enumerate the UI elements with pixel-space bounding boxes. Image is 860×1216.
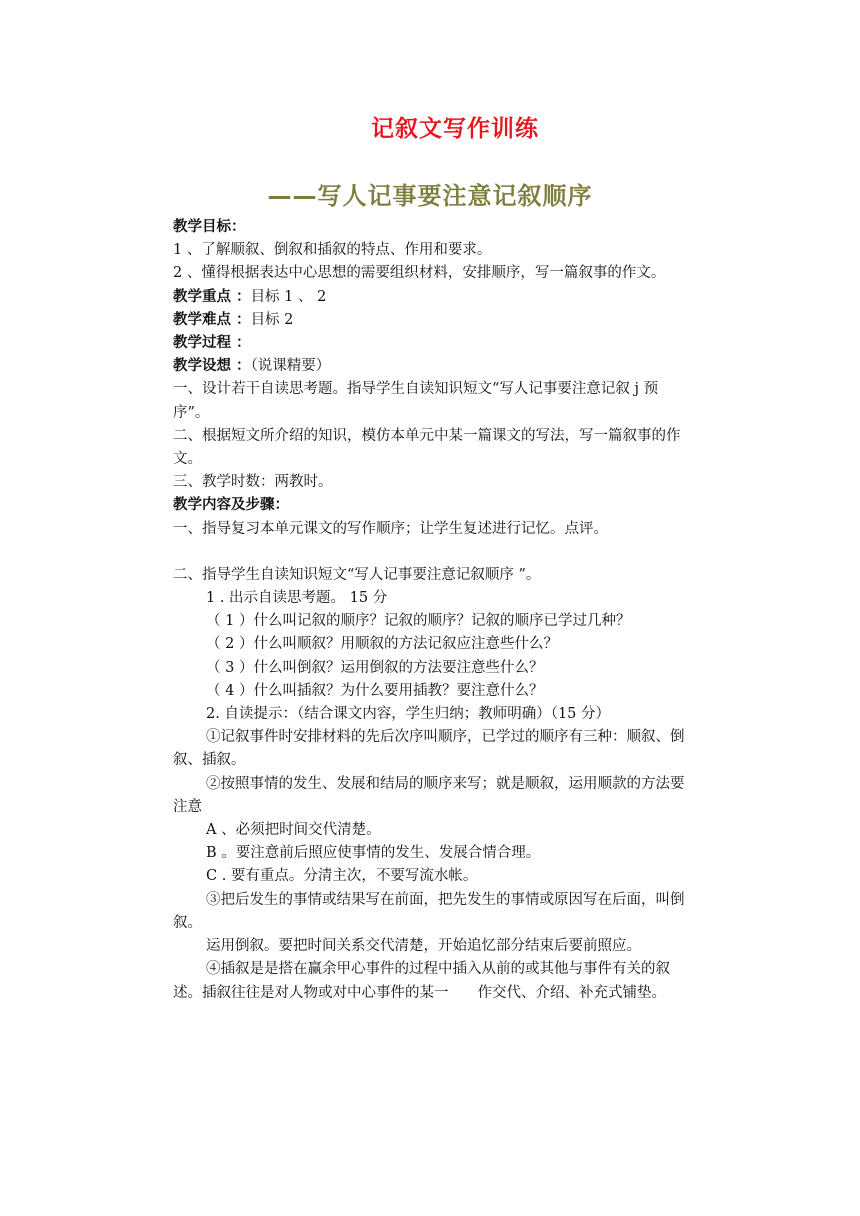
key-points-line <box>173 286 691 309</box>
difficulty-text: 目标 2 <box>250 311 294 328</box>
difficulty-line <box>173 309 691 332</box>
document-body <box>173 216 691 1005</box>
sub-step-2: 2. 自读提示：（结合课文内容，学生归纳；教师明确）（15 分） <box>206 706 611 723</box>
hint-1: ①记叙事件时安排材料的先后次序叫顺序，已学过的顺序有三种：顺叙、倒叙、插叙。 <box>173 729 685 769</box>
difficulty-label: 教学难点 ： <box>173 311 251 328</box>
hint-2-c: C . 要有重点。分清主次，不要写流水帐。 <box>206 868 478 885</box>
hint-2-b: B 。要注意前后照应使事情的发生、发展合情合理。 <box>206 845 541 862</box>
design-item-2: 二、根据短文所介绍的知识，模仿本单元中某一篇课文的写法，写一篇叙事的作文。 <box>173 427 681 468</box>
design-item-1: 一、设计若干自读思考题。指导学生自读知识短文“写人记事要注意记叙 j 预序”。 <box>173 381 659 421</box>
design-text: （说课精要） <box>250 358 331 375</box>
paragraph-gap <box>173 541 691 564</box>
steps-heading: 教学内容及步骤： <box>173 497 289 514</box>
goal-2: 2 、懂得根据表达中心思想的需要组织材料，安排顺序，写一篇叙事的作文。 <box>173 265 666 282</box>
question-3: （ 3 ）什么叫倒叙？运用倒叙的方法要注意些什么？ <box>206 659 544 676</box>
design-line <box>173 355 691 378</box>
question-2: （ 2 ）什么叫顺叙？用顺叙的方法记叙应注意些什么？ <box>206 636 558 653</box>
sub-step-1: 1 . 出示自读思考题。 15 分 <box>206 590 388 607</box>
design-label: 教学设想 ： <box>173 358 251 375</box>
question-4: （ 4 ）什么叫插叙？为什么要用插教？要注意什么？ <box>206 682 544 699</box>
key-points-label: 教学重点 ： <box>173 288 251 305</box>
step-2: 二、指导学生自读知识短文“写人记事要注意记叙顺序 ”。 <box>173 566 541 583</box>
hint-3-note: 运用倒叙。要把时间关系交代清楚，开始追忆部分结束后要前照应。 <box>206 938 641 955</box>
document-title: 记叙文写作训练 <box>371 116 539 142</box>
document-subtitle: ——写人记事要注意记叙顺序 <box>267 182 593 210</box>
hint-2-a: A 、必须把时间交代清楚。 <box>206 822 381 839</box>
goal-1: 1 、了解顺叙、倒叙和插叙的特点、作用和要求。 <box>173 242 492 259</box>
hint-2: ②按照事情的发生、发展和结局的顺序来写；就是顺叙，运用顺款的方法要 注意 <box>173 775 690 815</box>
design-item-3: 三、教学时数：两教时。 <box>173 474 333 491</box>
hint-3: ③把后发生的事情或结果写在前面，把先发生的事情或原因写在后面，叫倒叙。 <box>173 891 685 931</box>
key-points-text: 目标 1 、 2 <box>250 288 327 305</box>
hint-4: ④插叙是是搭在赢余甲心事件的过程中插入从前的或其他与事件有关的叙述。插叙往往是对人物或对中心事件的某一 作交代、介绍、补充式铺垫。 <box>173 961 670 1001</box>
question-1: （ 1 ）什么叫记叙的顺序？记叙的顺序？记叙的顺序已学过几种？ <box>206 613 631 630</box>
goals-heading: 教学目标： <box>173 219 246 235</box>
step-1: 一、指导复习本单元课文的写作顺序；让学生复述进行记忆。点评。 <box>173 520 608 537</box>
process-label: 教学过程 ： <box>173 335 251 352</box>
